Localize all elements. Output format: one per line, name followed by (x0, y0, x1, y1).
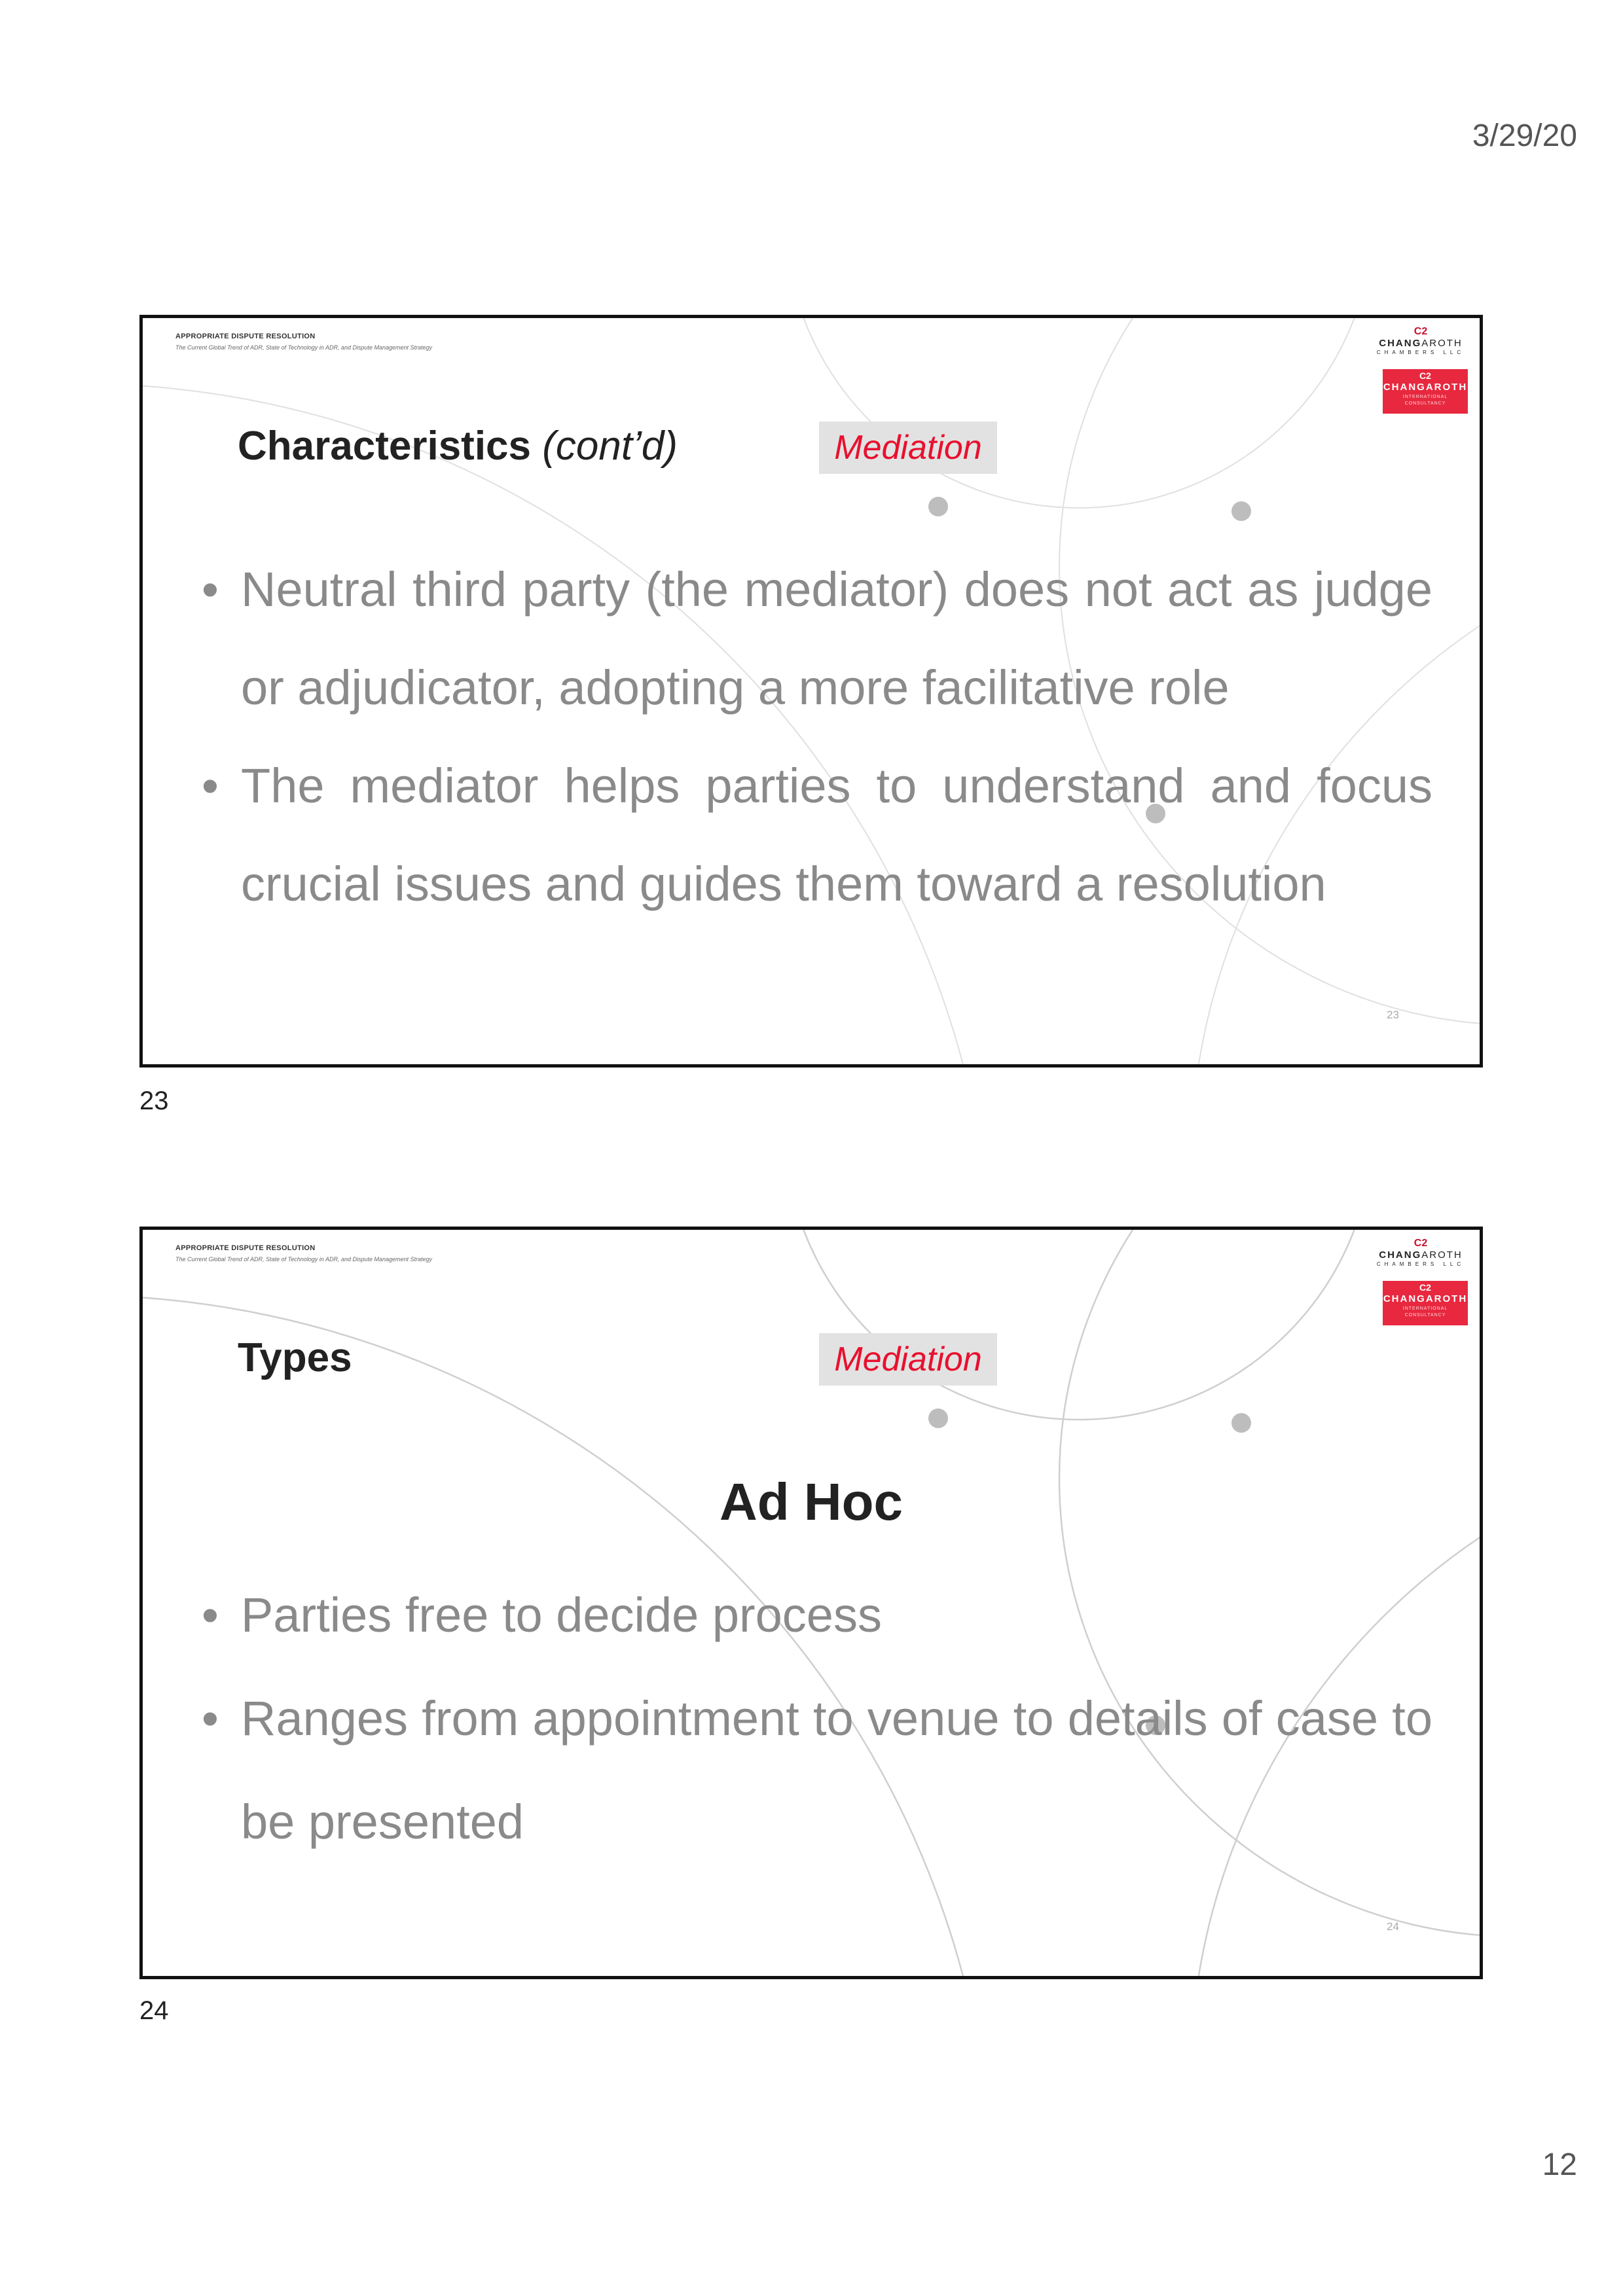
slide-header-title: APPROPRIATE DISPUTE RESOLUTION (175, 1244, 316, 1252)
logo-red-word: CHANGAROTH (1383, 382, 1468, 393)
logo-mark: C2 (1419, 370, 1431, 381)
logo-tagline: CHAMBERS LLC (1376, 350, 1465, 355)
page-number: 12 (1542, 2147, 1577, 2182)
bullet-item: • The mediator helps parties to understand and focus crucial issues and guides them toward a resolution (202, 737, 1432, 933)
slide-heading: Types (238, 1335, 352, 1380)
logo-red-tagline: INTERNATIONAL CONSULTANCY (1402, 1306, 1448, 1318)
decor-dot (928, 1408, 948, 1428)
heading-text: Characteristics (238, 423, 532, 469)
slide-header-title: APPROPRIATE DISPUTE RESOLUTION (175, 332, 316, 340)
logo-word-bold: CHANG (1379, 1249, 1422, 1261)
heading-suffix: (cont’d) (542, 423, 678, 469)
slide-header-subtitle: The Current Global Trend of ADR, State of Technology in ADR, and Dispute Management Strategy (175, 1256, 433, 1263)
changaroth-consultancy-logo (1383, 369, 1468, 414)
page-date: 3/29/20 (1472, 118, 1577, 153)
bullet-list (202, 541, 1432, 933)
bullet-item: • Neutral third party (the mediator) does not act as judge or adjudicator, adopting a more facilitative role (202, 541, 1432, 737)
changaroth-chambers-logo (1375, 1238, 1467, 1268)
slide-caption: 23 (139, 1086, 169, 1115)
slide-inner-number: 23 (1387, 1009, 1399, 1021)
logo-red-tagline: INTERNATIONAL CONSULTANCY (1402, 395, 1448, 406)
slide-subheading: Ad Hoc (720, 1473, 903, 1531)
logo-mark: C2 (1413, 1238, 1428, 1249)
logo-red-word: CHANGAROTH (1383, 1293, 1468, 1304)
decor-dot (928, 497, 948, 516)
changaroth-chambers-logo (1375, 326, 1467, 356)
slide-inner-number: 24 (1387, 1920, 1399, 1933)
logo-word-bold: CHANG (1379, 338, 1422, 349)
mediation-tag: Mediation (819, 422, 997, 474)
bullet-list (202, 1564, 1432, 1874)
bullet-item: • Ranges from appointment to venue to details of case to be presented (202, 1667, 1432, 1874)
decor-dot (1231, 1413, 1251, 1433)
slide-header-subtitle: The Current Global Trend of ADR, State of Technology in ADR, and Dispute Management Strategy (175, 344, 433, 351)
bullet-item: • Parties free to decide process (202, 1564, 1432, 1667)
changaroth-consultancy-logo (1383, 1281, 1468, 1325)
logo-word-light: AROTH (1421, 1249, 1463, 1261)
logo-mark: C2 (1413, 326, 1428, 337)
slide-24 (139, 1227, 1483, 1979)
slide-caption: 24 (139, 1996, 169, 2025)
slide-heading (238, 423, 678, 469)
slide-23 (139, 315, 1483, 1067)
logo-word-light: AROTH (1421, 338, 1463, 349)
logo-mark: C2 (1419, 1282, 1431, 1293)
logo-tagline: CHAMBERS LLC (1376, 1261, 1465, 1267)
decor-dot (1231, 501, 1251, 521)
mediation-tag: Mediation (819, 1333, 997, 1386)
